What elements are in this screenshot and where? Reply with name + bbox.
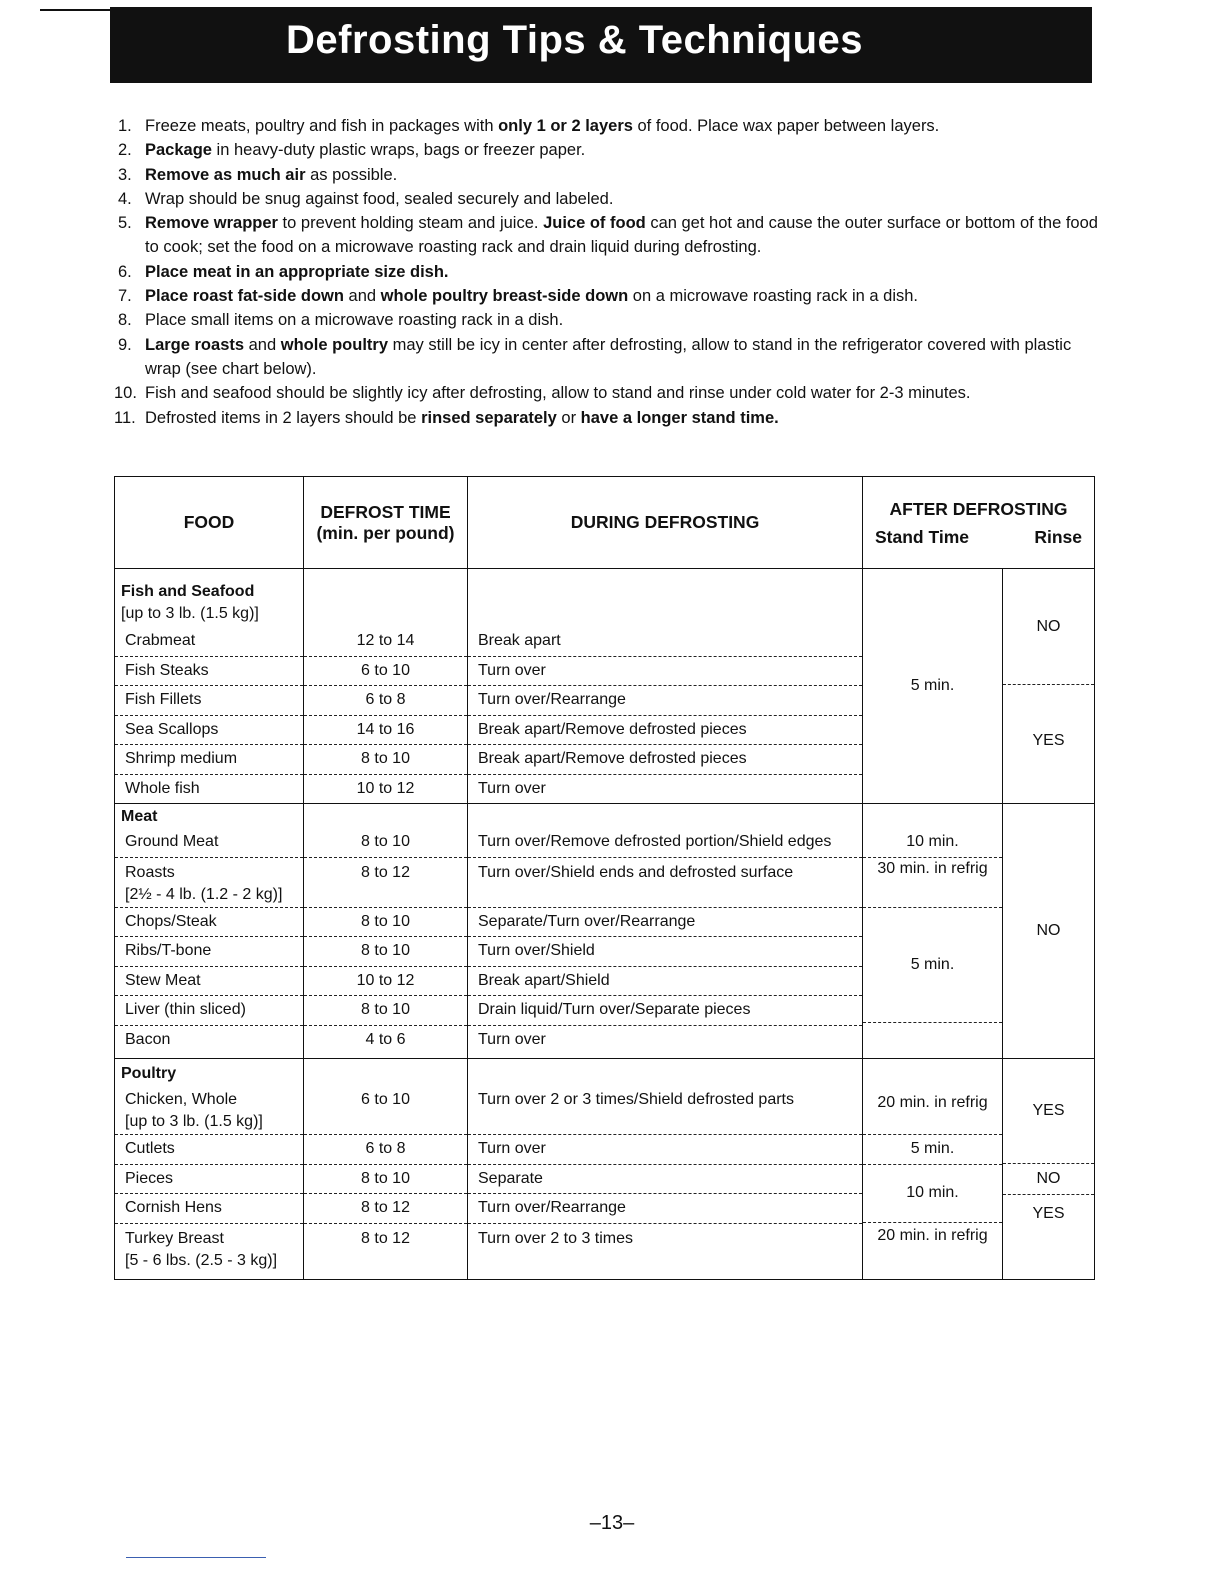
food-name: Turkey Breast (125, 1229, 224, 1247)
tip-text: and (244, 335, 281, 354)
tip-text: as possible. (305, 165, 398, 184)
tip-item (118, 187, 1098, 211)
during-defrost-cell: Turn over (478, 779, 546, 797)
poultry-food-cell (115, 1059, 304, 1280)
tip-item (118, 138, 1098, 162)
top-rule (40, 9, 112, 11)
tip-number: 4. (118, 189, 132, 208)
header-after: AFTER DEFROSTING Stand Time Rinse (863, 477, 1095, 569)
fish-food-cell (115, 569, 304, 804)
tip-number: 1. (118, 117, 132, 135)
food-name: Chicken, Whole (125, 1091, 238, 1108)
during-defrost-cell: Turn over/Rearrange (468, 1194, 862, 1224)
tip-number: 10. (114, 384, 137, 403)
during-defrost-cell: Break apart/Shield (468, 967, 862, 997)
tip-number: 5. (118, 214, 132, 233)
food-weight: [5 - 6 lbs. (2.5 - 3 kg)] (125, 1251, 278, 1269)
food-name-cell: Stew Meat (115, 967, 303, 997)
defrost-time-cell: 6 to 10 (304, 657, 467, 687)
during-defrost-cell: Turn over 2 to 3 times (478, 1229, 634, 1247)
tip-text: in heavy-duty plastic wraps, bags or freezer paper. (211, 141, 586, 160)
food-name-cell: Ground Meat (115, 828, 303, 858)
defrost-time-cell: 8 to 12 (304, 858, 467, 908)
poultry-rinse-mid: NO (1003, 1164, 1094, 1195)
tip-text: can get hot and cause the outer surface or bottom of the food to cook; set the food on a microwave roasting rack and drain liquid during defrosting. (145, 214, 1098, 257)
tip-text: Package (145, 141, 212, 160)
food-name-cell (115, 1085, 303, 1135)
during-defrost-cell: Turn over/Shield ends and defrosted surface (468, 858, 862, 908)
during-defrost-cell: Separate/Turn over/Rearrange (468, 908, 862, 938)
tip-text: of food. Place wax paper between layers. (632, 117, 940, 135)
tip-text: Remove wrapper (145, 214, 278, 233)
tip-item (114, 381, 1098, 405)
defrost-time-cell: 6 to 10 (304, 1085, 467, 1135)
tip-number: 9. (118, 335, 132, 354)
tip-item (114, 406, 1098, 430)
defrost-time-cell: 8 to 10 (304, 996, 467, 1026)
food-weight: [up to 3 lb. (1.5 kg)] (125, 1113, 263, 1130)
food-name-cell (115, 858, 303, 908)
meat-rinse: NO (1003, 804, 1095, 1059)
section-heading: Meat (121, 808, 158, 825)
tip-item (118, 163, 1098, 187)
tips-list (114, 114, 1098, 430)
defrost-time-cell: 6 to 8 (304, 686, 467, 716)
tip-text: and (343, 287, 381, 306)
poultry-stand-turkey: 20 min. in refrig (877, 1226, 988, 1244)
tip-text: to prevent holding steam and juice. (277, 214, 544, 233)
header-defrost-time: DEFROST TIME (min. per pound) (304, 477, 468, 569)
tip-text: Place meat in an appropriate size dish. (145, 262, 449, 281)
tip-item (118, 284, 1098, 308)
during-defrost-cell: Turn over (468, 1135, 862, 1165)
fish-rinse-bottom: YES (1032, 732, 1065, 749)
food-name-cell: Fish Steaks (115, 657, 303, 687)
tip-text: Defrosted items in 2 layers should be (145, 408, 422, 427)
tip-text: Place roast fat-side down (145, 287, 344, 306)
food-name-cell: Shrimp medium (115, 745, 303, 775)
food-name-cell: Pieces (115, 1165, 303, 1195)
tip-number: 3. (118, 165, 132, 184)
title-banner (110, 7, 1092, 83)
tip-number: 7. (118, 287, 132, 306)
during-defrost-cell: Turn over 2 or 3 times/Shield defrosted parts (468, 1085, 862, 1135)
page-number: –13– (589, 1512, 635, 1534)
tip-number: 2. (118, 141, 132, 160)
header-stand-time: Stand Time (875, 526, 970, 547)
during-defrost-cell: Turn over/Rearrange (468, 686, 862, 716)
defrost-time-cell: 12 to 14 (304, 627, 467, 657)
defrost-time-cell: 8 to 12 (304, 1194, 467, 1224)
page-title: Defrosting Tips & Techniques (286, 18, 864, 62)
food-name: Roasts (125, 863, 175, 881)
tip-text: whole poultry (280, 335, 388, 354)
defrost-time-cell: 8 to 12 (361, 1229, 410, 1247)
tip-text: Remove as much air (145, 165, 306, 184)
meat-stand-roasts: 30 min. in refrig (863, 858, 1002, 908)
tip-number: 11. (114, 408, 136, 427)
defrost-time-cell: 10 to 12 (356, 779, 415, 797)
food-name-cell: Ribs/T-bone (115, 937, 303, 967)
during-defrost-cell: Drain liquid/Turn over/Separate pieces (468, 996, 862, 1026)
tip-text: Freeze meats, poultry and fish in packages with (145, 117, 499, 135)
food-name-cell: Liver (thin sliced) (115, 996, 303, 1026)
defrost-time-cell: 8 to 10 (304, 937, 467, 967)
tip-item (118, 333, 1098, 382)
tip-text: or (556, 408, 581, 427)
defrost-time-cell: 4 to 6 (365, 1030, 406, 1048)
header-food: FOOD (115, 477, 304, 569)
defrost-time-cell: 6 to 8 (304, 1135, 467, 1165)
section-heading: Poultry (121, 1065, 177, 1082)
tip-text: rinsed separately (421, 408, 557, 427)
during-defrost-cell: Break apart (468, 627, 862, 657)
fish-rinse-top: NO (1003, 569, 1094, 685)
tip-number: 8. (118, 311, 132, 330)
footer-rule (126, 1557, 266, 1558)
during-defrost-cell: Turn over (468, 657, 862, 687)
section-heading: Fish and Seafood (121, 583, 255, 600)
tip-text: Fish and seafood should be slightly icy after defrosting, allow to stand and rinse under cold water for 2-3 minutes. (145, 384, 971, 403)
meat-food-cell (115, 804, 304, 1059)
tip-text: on a microwave roasting rack in a dish. (628, 287, 919, 306)
defrost-chart (114, 476, 1095, 1280)
food-name-cell: Cornish Hens (115, 1194, 303, 1224)
tip-number: 6. (118, 262, 132, 281)
tip-text: Place small items on a microwave roasting rack in a dish. (145, 311, 564, 330)
header-rinse: Rinse (1034, 526, 1083, 547)
tip-item (118, 260, 1098, 284)
during-defrost-cell: Separate (468, 1165, 862, 1195)
during-defrost-cell: Break apart/Remove defrosted pieces (468, 745, 862, 775)
section-poultry (115, 1059, 1095, 1280)
food-name-cell: Fish Fillets (115, 686, 303, 716)
tip-text: Large roasts (145, 335, 245, 354)
defrost-time-cell: 10 to 12 (304, 967, 467, 997)
tip-text: Juice of food (543, 214, 646, 233)
defrost-time-cell: 8 to 10 (304, 1165, 467, 1195)
section-meat (115, 804, 1095, 1059)
poultry-stand-chicken: 20 min. in refrig (863, 1085, 1002, 1135)
tip-item (118, 114, 1098, 138)
tip-text: only 1 or 2 layers (498, 117, 633, 135)
food-name-cell: Whole fish (125, 779, 200, 797)
defrost-time-cell: 8 to 10 (304, 908, 467, 938)
food-name-cell: Crabmeat (115, 627, 303, 657)
food-name-cell: Bacon (125, 1030, 171, 1048)
tip-text: have a longer stand time. (580, 408, 779, 427)
defrost-time-cell: 8 to 10 (304, 745, 467, 775)
food-name-cell: Chops/Steak (115, 908, 303, 938)
tip-item (118, 308, 1098, 332)
food-name-cell (115, 1224, 303, 1274)
fish-stand: 5 min. (863, 569, 1003, 804)
tip-text: may still be icy in center after defrosting, allow to stand in the refrigerator covered with plastic wrap (see chart below). (145, 335, 1072, 378)
during-defrost-cell: Turn over/Remove defrosted portion/Shield edges (468, 828, 862, 858)
during-defrost-cell: Turn over/Shield (468, 937, 862, 967)
poultry-stand-pieces: 10 min. (863, 1165, 1002, 1223)
poultry-rinse-bottom: YES (1032, 1205, 1065, 1222)
food-weight: [2½ - 4 lb. (1.2 - 2 kg)] (125, 885, 283, 903)
header-during: DURING DEFROSTING (468, 477, 863, 569)
tip-text: whole poultry breast-side down (380, 287, 629, 306)
defrost-time-cell: 14 to 16 (304, 716, 467, 746)
meat-stand-rest: 5 min. (863, 908, 1002, 1023)
during-defrost-cell: Break apart/Remove defrosted pieces (468, 716, 862, 746)
food-name-cell: Cutlets (115, 1135, 303, 1165)
during-defrost-cell: Turn over (478, 1030, 546, 1048)
section-fish (115, 569, 1095, 804)
food-name-cell: Sea Scallops (115, 716, 303, 746)
poultry-stand-cutlets: 5 min. (863, 1135, 1002, 1165)
meat-stand-ground: 10 min. (863, 828, 1002, 858)
tip-text: Wrap should be snug against food, sealed securely and labeled. (145, 189, 614, 208)
tip-item (118, 211, 1098, 260)
poultry-rinse-top: YES (1003, 1059, 1094, 1164)
defrost-time-cell: 8 to 10 (304, 828, 467, 858)
section-subheading: [up to 3 lb. (1.5 kg)] (121, 605, 259, 622)
